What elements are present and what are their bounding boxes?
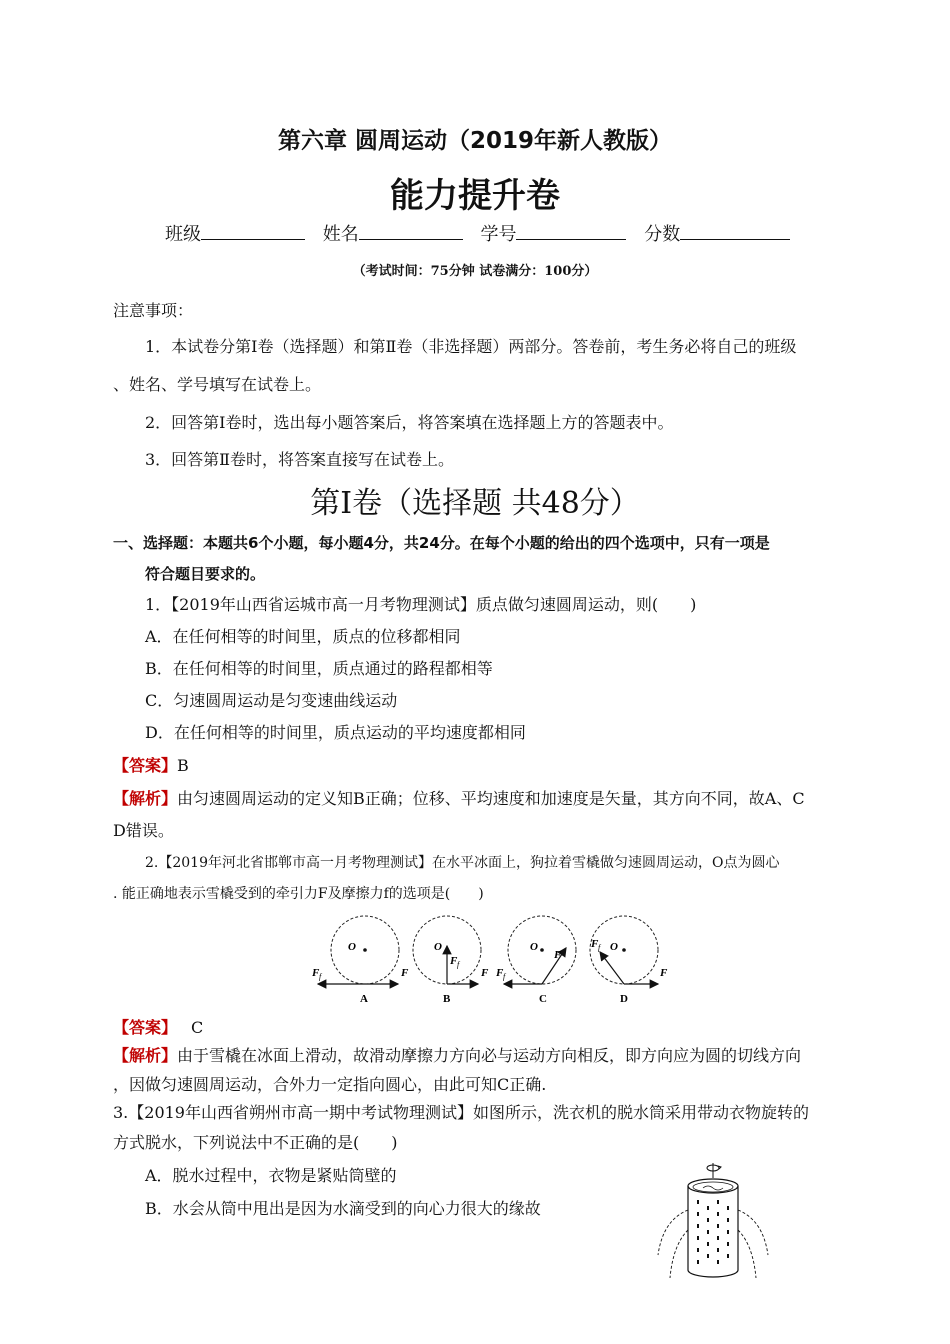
- label-ff-sub-b: f: [457, 960, 460, 969]
- choice-label-b: B: [443, 993, 451, 1005]
- q2-force-diagram: [306, 910, 676, 1006]
- label-ff-d: F: [591, 938, 599, 950]
- label-f-a: F: [401, 967, 409, 979]
- q3-stem: 3.【2019年山西省朔州市高一期中考试物理测试】如图所示，洗衣机的脱水筒采用带动衣物旋转的: [113, 1103, 809, 1122]
- label-o-b: O: [434, 941, 442, 953]
- label-ff-c: F: [496, 967, 504, 979]
- label-o-d: O: [610, 941, 618, 953]
- section-title: 第Ⅰ卷（选择题 共48分）: [310, 486, 640, 521]
- q2-analysis-tag: 【解析】: [113, 1046, 178, 1065]
- field-name-blank[interactable]: [359, 221, 463, 240]
- q2-stem-cont: . 能正确地表示雪橇受到的牵引力F及摩擦力f的选项是( ): [113, 886, 484, 902]
- q2-analysis-cont: ，因做匀速圆周运动，合外力一定指向圆心，由此可知C正确.: [113, 1075, 547, 1094]
- q1-analysis: [113, 786, 805, 809]
- q2-answer-value: C: [191, 1018, 204, 1037]
- diagram-d: [590, 916, 668, 1005]
- label-ff-sub-d: f: [598, 943, 601, 952]
- friction-arrow-d: [600, 952, 624, 984]
- drum-holes: [698, 1200, 728, 1264]
- diagram-b: [413, 916, 489, 1005]
- q1-option-b: B．在任何相等的时间里，质点通过的路程都相等: [145, 659, 493, 678]
- q1-analysis-text: 由匀速圆周运动的定义知B正确；位移、平均速度和加速度是矢量，其方向不同，故A、C: [177, 789, 805, 808]
- field-id-blank[interactable]: [516, 221, 626, 240]
- q1-option-a: A．在任何相等的时间里，质点的位移都相同: [145, 627, 461, 646]
- field-class-blank[interactable]: [201, 221, 305, 240]
- note-item-1: 1．本试卷分第Ⅰ卷（选择题）和第Ⅱ卷（非选择题）两部分。答卷前，考生务必将自己的班级: [145, 337, 797, 356]
- q3-option-b: B．水会从筒中甩出是因为水滴受到的向心力很大的缘故: [145, 1199, 541, 1218]
- q1-option-c: C．匀速圆周运动是匀变速曲线运动: [145, 691, 398, 710]
- q2-answer-tag: 【答案】: [113, 1018, 178, 1037]
- q3-option-a: A．脱水过程中，衣物是紧贴筒壁的: [145, 1166, 397, 1185]
- drum-cylinder: [688, 1179, 738, 1277]
- note-item-2: 2．回答第Ⅰ卷时，选出每小题答案后，将答案填在选择题上方的答题表中。: [145, 413, 674, 432]
- q2-analysis: [113, 1043, 801, 1066]
- choice-label-a: A: [360, 993, 368, 1005]
- q2-stem: 2.【2019年河北省邯郸市高一月考物理测试】在水平冰面上，狗拉着雪橇做匀速圆周运动，O点为圆心: [145, 855, 780, 871]
- field-name-label: 姓名: [322, 224, 359, 245]
- chapter-title: 第六章 圆周运动（2019年新人教版）: [277, 128, 673, 154]
- center-dot-a: [363, 948, 367, 952]
- q1-stem: 1．【2019年山西省运城市高一月考物理测试】质点做匀速圆周运动，则( ): [145, 595, 697, 614]
- q1-analysis-cont: D错误。: [113, 821, 174, 840]
- rotation-arrow-icon: [707, 1163, 721, 1178]
- field-id-label: 学号: [480, 224, 517, 245]
- exam-info: （考试时间：75分钟 试卷满分：100分）: [352, 264, 598, 279]
- q2-answer: [113, 1015, 203, 1038]
- page-title: 能力提升卷: [390, 176, 560, 216]
- q1-analysis-tag: 【解析】: [113, 789, 178, 808]
- label-o-c: O: [530, 941, 538, 953]
- field-score-blank[interactable]: [680, 221, 790, 240]
- field-score-label: 分数: [644, 224, 681, 245]
- q1-answer: [113, 753, 189, 776]
- q1-answer-value: B: [177, 756, 189, 775]
- section-instruction-1: 一、选择题：本题共6个小题，每小题4分，共24分。在每个小题的给出的四个选项中，只有一项是: [113, 534, 770, 552]
- center-dot-c: [540, 948, 544, 952]
- center-dot-d: [622, 948, 626, 952]
- label-ff-a: F: [312, 967, 320, 979]
- choice-label-d: D: [620, 993, 628, 1005]
- water-spray-lines: [658, 1210, 768, 1278]
- washing-machine-drum-figure: [648, 1160, 778, 1290]
- section-instruction-2: 符合题目要求的。: [145, 565, 266, 583]
- diagram-a: [311, 916, 409, 1005]
- label-ff-sub-c: f: [503, 972, 506, 981]
- q2-analysis-text: 由于雪橇在冰面上滑动，故滑动摩擦力方向必与运动方向相反，即方向应为圆的切线方向: [177, 1046, 802, 1065]
- q3-stem-cont: 方式脱水，下列说法中不正确的是( ): [113, 1133, 398, 1152]
- field-class-label: 班级: [165, 224, 201, 245]
- student-info-fields: [165, 220, 802, 246]
- label-o-a: O: [348, 941, 356, 953]
- label-f-d: F: [660, 967, 668, 979]
- label-f-c: F: [554, 949, 562, 961]
- note-item-3: 3．回答第Ⅱ卷时，将答案直接写在试卷上。: [145, 450, 455, 469]
- q1-option-d: D．在任何相等的时间里，质点运动的平均速度都相同: [145, 723, 526, 742]
- q1-answer-tag: 【答案】: [113, 756, 178, 775]
- label-ff-sub-a: f: [319, 972, 322, 981]
- choice-label-c: C: [539, 993, 547, 1005]
- note-item-1-cont: 、姓名、学号填写在试卷上。: [113, 375, 322, 394]
- diagram-c: [495, 916, 576, 1005]
- label-ff-b: F: [450, 955, 458, 967]
- label-f-b: F: [481, 967, 489, 979]
- notes-heading: 注意事项：: [113, 301, 194, 320]
